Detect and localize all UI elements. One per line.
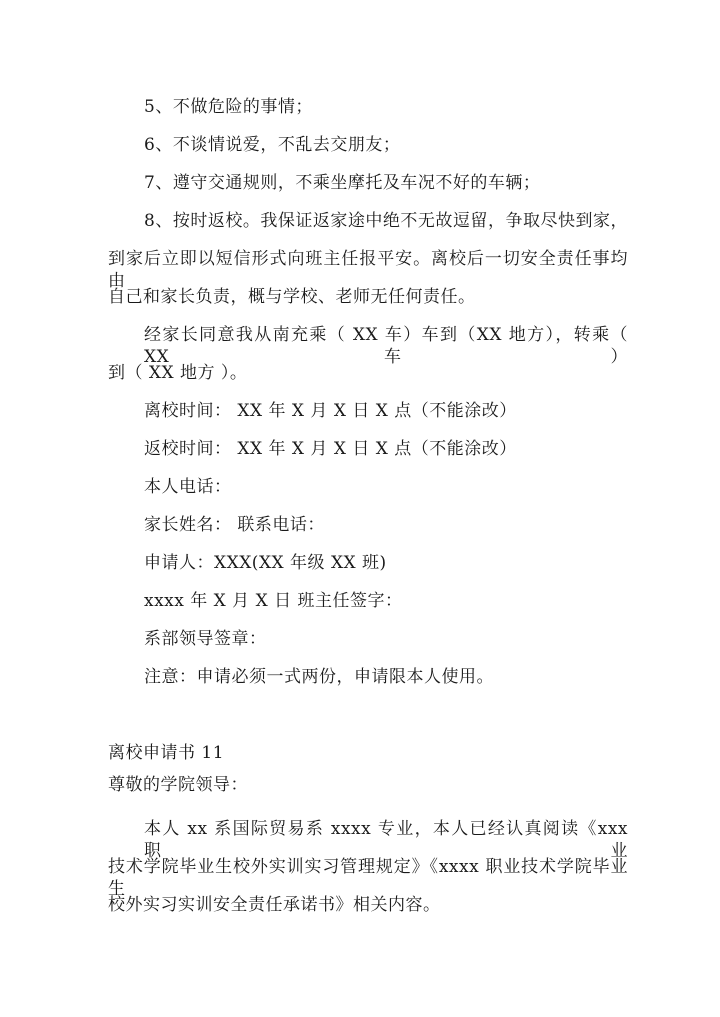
leave-time: 离校时间： XX 年 X 月 X 日 X 点（不能涂改） [144,401,517,421]
travel-route-line-2: 到（ XX 地方 ）。 [108,363,248,383]
date-teacher-signature: xxxx 年 X 月 X 日 班主任签字： [144,591,403,611]
note: 注意：申请必须一式两份，申请限本人使用。 [144,667,494,687]
return-time: 返校时间： XX 年 X 月 X 日 X 点（不能涂改） [144,439,517,459]
body-line-3: 校外实习实训安全责任承诺书》相关内容。 [108,895,441,915]
department-seal: 系部领导签章： [144,629,267,649]
personal-phone: 本人电话： [144,477,232,497]
rule-item-8-line-3: 自己和家长负责，概与学校、老师无任何责任。 [108,287,476,307]
rule-item-5: 5、不做危险的事情； [144,97,313,117]
salutation: 尊敬的学院领导： [108,775,248,795]
rule-item-7: 7、遵守交通规则，不乘坐摩托及车况不好的车辆； [144,173,541,193]
body-line-1: 本人 xx 系国际贸易系 xxxx 专业，本人已经认真阅读《xxx 职业 [144,819,628,861]
rule-item-8-line-2: 到家后立即以短信形式向班主任报平安。离校后一切安全责任事均由 [108,249,628,291]
section-title: 离校申请书 11 [108,743,225,763]
parent-contact: 家长姓名： 联系电话： [144,515,325,535]
travel-route-line-1: 经家长同意我从南充乘（ XX 车）车到（XX 地方），转乘（ XX 车） [144,325,628,367]
body-line-2: 技术学院毕业生校外实训实习管理规定》《xxxx 职业技术学院毕业生 [108,857,628,899]
rule-item-6: 6、不谈情说爱，不乱去交朋友； [144,135,401,155]
applicant: 申请人：XXX(XX 年级 XX 班) [144,553,387,573]
rule-item-8-line-1: 8、按时返校。我保证返家途中绝不无故逗留，争取尽快到家， [144,211,628,231]
